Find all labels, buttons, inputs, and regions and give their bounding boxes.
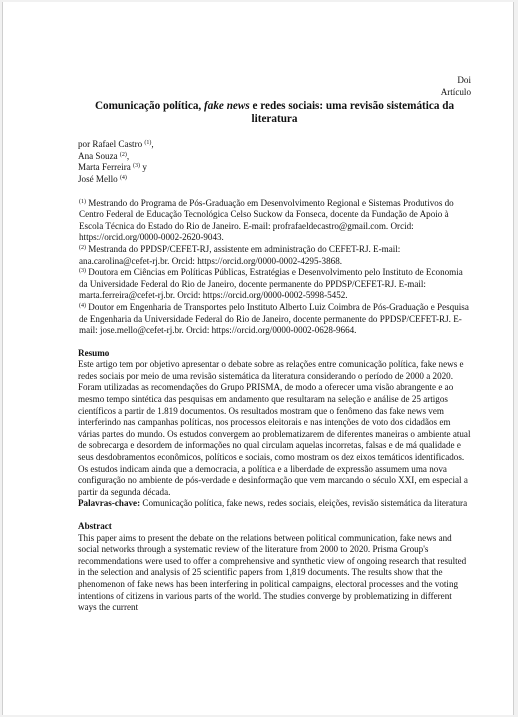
affiliation-item — [79, 244, 471, 267]
author-line — [78, 151, 471, 163]
title-part-3: e redes sociais: uma revisão sistemática da literatura — [249, 100, 455, 126]
affiliation-text: Doutora em Ciências em Políticas Públicas, Estratégias e Desenvolvimento pelo Instituto de Economia da Universidade Federal do Rio de Janeiro, docente permanente do PPDSP/CEFET-RJ. E-mail: marta.ferreira@cefet-rj.br. Orcid: https://orcid.org/0000-0002-5998-5452. — [79, 267, 463, 301]
doc-type-label: Doi — [457, 75, 471, 85]
author-line — [78, 162, 471, 174]
resumo-body: Este artigo tem por objetivo apresentar o debate sobre as relações entre comunicação política, fake news e redes sociais por meio de uma revisão sistemática da literatura considerando o período de 2000 a 2020. Foram utilizadas as recomendações do Grupo PRISMA, de modo a oferecer uma visão abrangente e ao mesmo tempo sintética das pesquisas em andamento que resultaram na seleção e análise de 25 artigos científicos a partir de 1.819 documentos. Os resultados mostram que o fenômeno das fake news vem interferindo nas campanhas políticas, nos processos eleitorais e nas intenções de voto dos cidadãos em várias partes do mundo. Os estudos convergem ao problematizarem de diferentes maneiras o ambiente atual de sobrecarga e desordem de informações no qual circulam aquelas incorretas, falsas e de má qualidade e seus desdobramentos econômicos, políticos e sociais, como mostram os dez eixos temáticos identificados. Os estudos indicam ainda que a democracia, a política e a liberdade de expressão assumem uma nova configuração no ambiente de pós-verdade e desinformação que vem marcando o século XXI, em especial a partir da segunda década. — [78, 359, 471, 497]
title-part-1: Comunicação política, — [94, 100, 205, 113]
author-footnote-mark: (1) — [144, 140, 152, 147]
author-separator: , — [151, 139, 154, 150]
footnote-mark: (2) — [79, 244, 86, 251]
author-name: por Rafael Castro — [78, 139, 145, 150]
footnote-mark: (1) — [79, 198, 86, 205]
affiliations — [78, 198, 471, 337]
section-label: Artículo — [440, 86, 471, 97]
affiliation-item — [79, 302, 471, 337]
affiliation-text: Doutor em Engenharia de Transportes pelo Instituto Alberto Luiz Coimbra de Pós-Graduação e Pesquisa de Engenharia da Universidade Federal do Rio de Janeiro, docente permanente do PPDSP/CEFET-RJ. E-mail: jose.mello@cefet-rj.br. Orcid: https://orcid.org/0000-0002-0628-9664. — [79, 301, 469, 336]
affiliation-item — [79, 198, 471, 244]
article-title — [78, 100, 471, 126]
author-separator: y — [140, 162, 147, 173]
footnote-mark: (3) — [79, 268, 86, 275]
author-name: José Mello — [78, 173, 120, 184]
author-separator: , — [126, 150, 130, 161]
resumo-heading: Resumo — [78, 347, 110, 358]
affiliation-item — [79, 267, 471, 302]
page-content — [78, 75, 471, 614]
author-list — [78, 139, 471, 185]
keywords-text: Comunicação política, fake news, redes sociais, eleições, revisão sistemática da literatura — [140, 498, 468, 509]
footnote-mark: (4) — [79, 302, 86, 309]
abstract-body: This paper aims to present the debate on the relations between political communication, fake news and social networks through a systematic review of the literature from 2000 to 2020. Prisma Group's recommendations were used to offer a comprehensive and synthetic view of ongoing research that resulted in the selection and analysis of 25 scientific papers from 1,819 documents. The results show that the phenomenon of fake news has been interfering in political campaigns, electoral processes and the voting intentions of citizens in various parts of the world. The studies converge by problematizing in different ways the current — [78, 532, 467, 613]
author-footnote-mark: (3) — [133, 163, 141, 170]
title-part-2-italic: fake news — [204, 100, 250, 113]
affiliation-text: Mestranda do PPDSP/CEFET-RJ, assistente em administração do CEFET-RJ. E-mail: ana.carolina@cefet-rj.br. Orcid: https://orcid.org/0000-0002-4295-3868. — [79, 243, 401, 266]
keywords-line — [78, 498, 471, 510]
author-footnote-mark: (2) — [119, 151, 127, 158]
abstract-heading: Abstract — [78, 521, 112, 531]
document-page — [2, 2, 514, 715]
affiliation-text: Mestrando do Programa de Pós-Graduação em Desenvolvimento Regional e Sistemas Produtivos do Centro Federal de Educação Tecnológica Celso Suckow da Fonseca, docente da Fundação de Apoio à Escola Técnica do Estado do Rio de Janeiro. E-mail: profrafaeldecastro@gmail.com. Orcid: https://orcid.org/0000-0002-2620-9043. — [79, 197, 454, 243]
author-footnote-mark: (4) — [119, 174, 127, 181]
author-name: Ana Souza — [78, 150, 120, 161]
author-name: Marta Ferreira — [78, 162, 134, 173]
author-line — [78, 174, 471, 186]
author-line — [78, 139, 471, 151]
keywords-label: Palavras-chave: — [78, 498, 141, 509]
